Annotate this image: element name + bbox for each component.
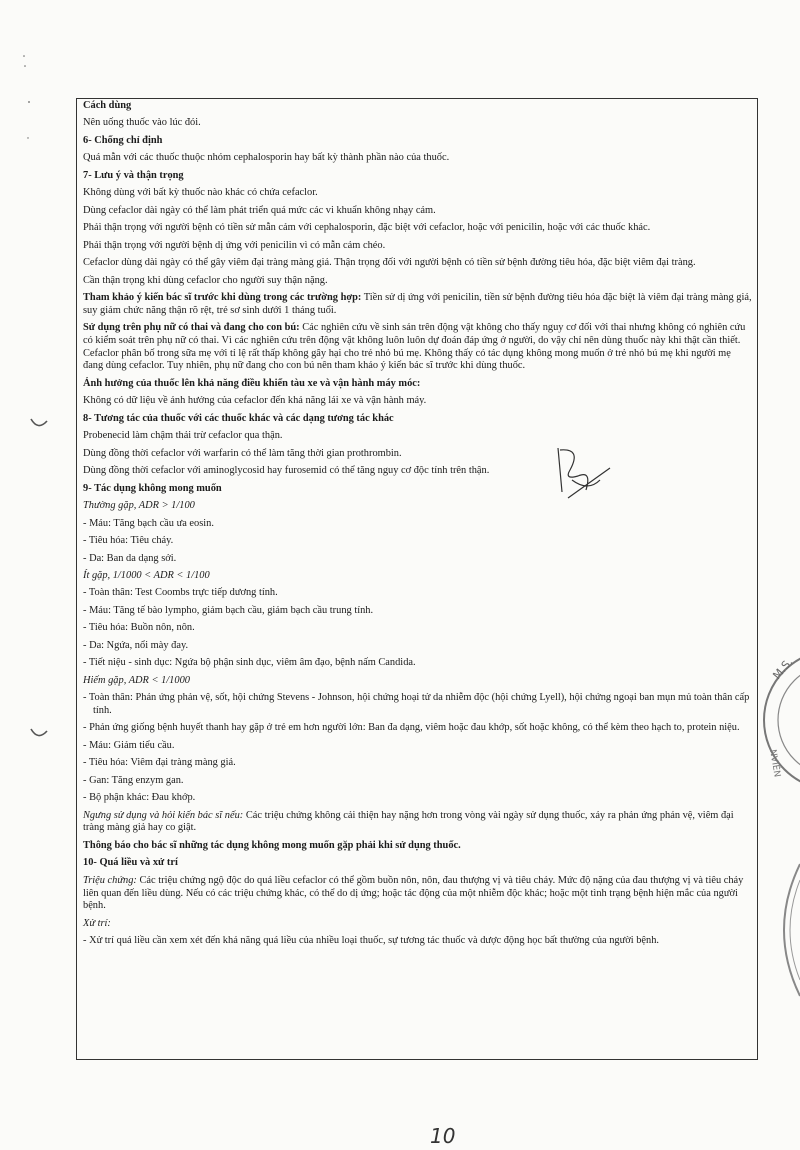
stamp-seal-lower [764,860,800,1000]
paragraph-with-lead [83,322,753,372]
list-item: - Tiết niệu - sinh dục: Ngứa bộ phận sinh dục, viêm âm đạo, bệnh nấm Candida. [83,657,753,670]
lead-phrase: Sử dụng trên phụ nữ có thai và đang cho con bú: [83,322,300,334]
lead-phrase: Triệu chứng: [83,874,137,886]
list-item: - Máu: Giảm tiểu cầu. [83,740,753,753]
paragraph: Dùng đồng thời cefaclor với warfarin có thể làm tăng thời gian prothrombin. [83,447,402,459]
section-heading: Ảnh hưởng của thuốc lên khả năng điều khiển tàu xe và vận hành máy móc: [83,377,421,389]
section-heading: Thông báo cho bác sĩ những tác dụng không mong muốn gặp phải khi sử dụng thuốc. [83,839,461,851]
paragraph: Cần thận trọng khi dùng cefaclor cho người suy thận nặng. [83,274,328,286]
list-item: - Tiêu hóa: Buồn nôn, nôn. [83,622,753,635]
paragraph: Phải thận trọng với người bệnh dị ứng với penicilin vì có mẫn cảm chéo. [83,239,386,251]
list-item: - Toàn thân: Test Coombs trực tiếp dương tính. [83,587,753,600]
section-heading: 10- Quá liều và xử trí [83,857,178,869]
paragraph-with-lead [83,810,753,835]
lead-phrase: Tham khảo ý kiến bác sĩ trước khi dùng trong các trường hợp: [83,292,362,304]
section-heading: 9- Tác dụng không mong muốn [83,482,222,494]
svg-text:NVIÊN: NVIÊN [767,748,782,779]
svg-text:M.S.: M.S. [770,655,796,682]
list-item: - Bộ phận khác: Đau khớp. [83,792,753,805]
paragraph: Không dùng với bất kỳ thuốc nào khác có chứa cefaclor. [83,187,318,199]
punch-hole-mark-top [28,415,50,435]
list-item: - Tiêu hóa: Tiêu chảy. [83,535,753,548]
paragraph: Không có dữ liệu về ảnh hưởng của cefaclor đến khả năng lái xe và vận hành máy. [83,395,427,407]
paragraph: Quá mẫn với các thuốc thuộc nhóm cephalosporin hay bất kỳ thành phần nào của thuốc. [83,152,450,164]
scan-specks [20,50,30,150]
document-body [83,100,753,953]
punch-hole-mark-bottom [28,725,50,745]
frequency-label: Thường gặp, ADR > 1/100 [83,500,195,512]
paragraph: Nên uống thuốc vào lúc đói. [83,117,201,129]
list-item: - Da: Ngứa, nổi mày đay. [83,640,753,653]
paragraph: Dùng cefaclor dài ngày có thể làm phát triển quá mức các vi khuẩn không nhạy cảm. [83,204,436,216]
stamp-seal [762,640,800,800]
section-heading: 6- Chống chỉ định [83,134,163,146]
list-item: - Xử trí quá liều cần xem xét đến khả năng quá liều của nhiều loại thuốc, sự tương tác thuốc và dược động học bất thường của người bệnh. [83,935,753,948]
paragraph-text: Các triệu chứng ngộ độc do quá liều cefaclor có thể gồm buồn nôn, nôn, đau thượng vị và tiêu chảy. Mức độ nặng của đau thượng vị và tiêu chảy liên quan đến liều dùng. Nếu có các triệu chứng khác, có thể do dị ứng; hoặc tác động của một nhiễm độc khác; hoặc một tình trạng bệnh hiện mắc của người bệnh. [83,874,744,912]
lead-phrase: Ngưng sử dụng và hỏi kiến bác sĩ nếu: [83,809,244,821]
paragraph: Probenecid làm chậm thải trừ cefaclor qua thận. [83,430,283,442]
frequency-label: Ít gặp, 1/1000 < ADR < 1/100 [83,570,210,581]
list-item: - Tiêu hóa: Viêm đại tràng màng giả. [83,757,753,770]
paragraph-text: Các nghiên cứu về sinh sản trên động vật không cho thấy nguy cơ đối với thai nhưng không có nghiên cứu có kiểm soát trên phụ nữ có thai. Vì các nghiên cứu trên động vật không luôn luôn dự đoán đáp ứng ở người, do vậy chỉ nên dùng thuốc này khi thật cần thiết. Cefaclor phân bố trong sữa mẹ với tỉ lệ rất thấp không gây hại cho trẻ nhỏ bú mẹ. Không thấy có tác dụng không mong muốn ở trẻ nhỏ bú mẹ khi người mẹ đang dùng cefaclor. Tuy nhiên, phụ nữ đang cho con bú nên tham khảo ý kiến bác sĩ trước khi dùng thuốc. [83,322,746,372]
list-item: - Phản ứng giống bệnh huyết thanh hay gặp ở trẻ em hơn người lớn: Ban đa dạng, viêm hoặc đau khớp, sốt hoặc không, có thể kèm theo hạch to, protein niệu. [83,722,753,735]
paragraph-text: Các triệu chứng không cải thiện hay nặng hơn trong vòng vài ngày sử dụng thuốc, xảy ra phản ứng phản vệ, viêm đại tràng màng giả hay co giật. [83,809,734,834]
list-item: - Da: Ban da dạng sởi. [83,553,753,566]
frequency-label: Hiếm gặp, ADR < 1/1000 [83,674,190,686]
paragraph: Dùng đồng thời cefaclor với aminoglycosid hay furosemid có thể tăng nguy cơ độc tính trên thận. [83,465,490,477]
paragraph-with-lead [83,875,753,913]
frequency-label: Xử trí: [83,917,111,929]
page-number: 10 [430,1124,456,1148]
section-heading: Cách dùng [83,100,132,111]
list-item: - Gan: Tăng enzym gan. [83,775,753,788]
list-item: - Máu: Tăng tế bào lympho, giảm bạch cầu, giảm bạch cầu trung tính. [83,605,753,618]
paragraph: Cefaclor dùng dài ngày có thể gây viêm đại tràng màng giả. Thận trọng đối với người bệnh có tiền sử bệnh đường tiêu hóa, đặc biệt viêm đại tràng. [83,257,696,269]
section-heading: 7- Lưu ý và thận trọng [83,169,184,181]
signature-mark [548,440,618,510]
paragraph: Phải thận trọng với người bệnh có tiền sử mẫn cảm với cephalosporin, đặc biệt với cefaclor, hoặc với penicilin, hoặc với các thuốc khác. [83,222,651,234]
paragraph-with-lead [83,292,753,317]
paragraph-text: Tiền sử dị ứng với penicilin, tiền sử bệnh đường tiêu hóa đặc biệt là viêm đại tràng màng giả, suy giảm chức năng thận rõ rệt, trẻ sơ sinh dưới 1 tháng tuổi. [83,292,752,316]
section-heading: 8- Tương tác của thuốc với các thuốc khác và các dạng tương tác khác [83,412,394,424]
list-item: - Máu: Tăng bạch cầu ưa eosin. [83,518,753,531]
list-item: - Toàn thân: Phản ứng phản vệ, sốt, hội chứng Stevens - Johnson, hội chứng hoại tử da nhiễm độc (hội chứng Lyell), hội chứng ngoại ban mụn mủ toàn thân cấp tính. [83,692,753,717]
